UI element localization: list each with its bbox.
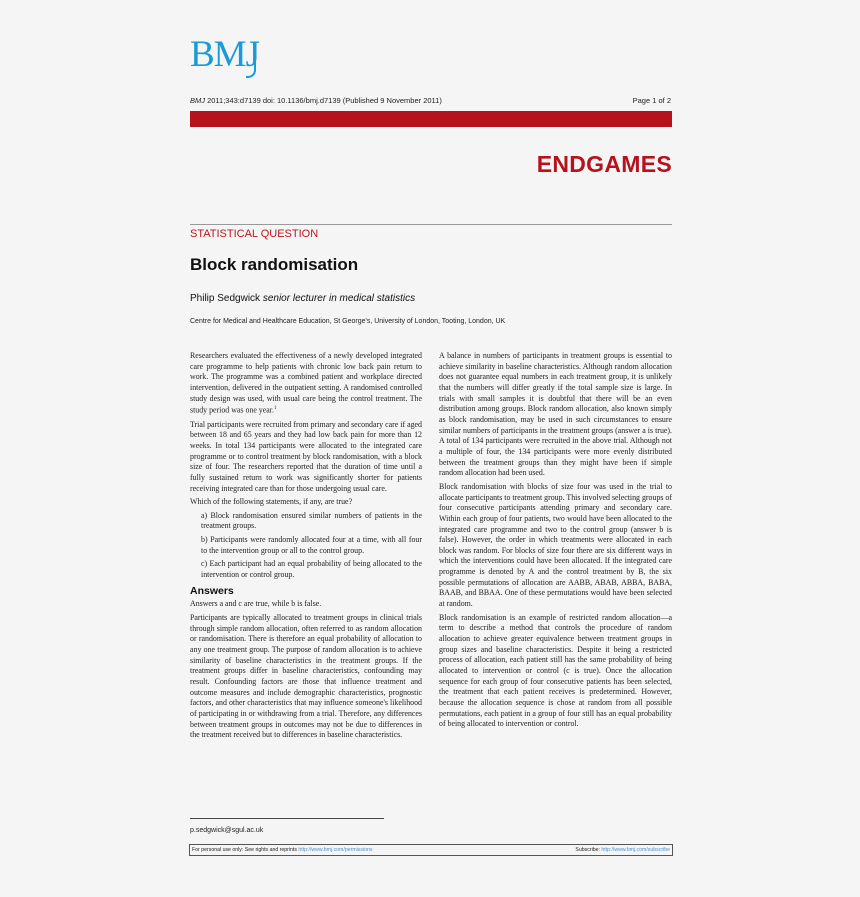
intro-paragraph bbox=[190, 351, 422, 417]
permissions-link[interactable]: http://www.bmj.com/permissions bbox=[298, 847, 373, 853]
option-a: a) Block randomisation ensured similar numbers of patients in the treatment groups. bbox=[201, 510, 422, 531]
block-size-paragraph: Block randomisation with blocks of size four was used in the trial to allocate participants to treatment group. This involved selecting groups of four consecutive participants attending primary and secondary care. Within each group of four patients, two would have been allocated to the integrated care programme and two to the control group (answer b is false). However, the order in which treatments were allocated in each block was random. For blocks of size four there are six different ways in which the interventions could have been allocated. If the integrated care programme is denoted by A and the control treatment by B, the six possible permutations of allocation are AABB, ABAB, ABBA, BABA, BAAB, and BBAA. One of these permutations would have been selected at random. bbox=[439, 481, 673, 609]
logo-hook-icon bbox=[246, 46, 256, 78]
subscribe-text: Subscribe: bbox=[575, 847, 602, 853]
option-c: c) Each participant had an equal probability of being allocated to the intervention or control group. bbox=[201, 559, 422, 580]
footer-box bbox=[189, 844, 673, 856]
footnote-divider bbox=[190, 818, 384, 819]
footer-subscribe bbox=[575, 847, 670, 853]
author-line bbox=[190, 293, 415, 304]
permissions-text: For personal use only: See rights and reprints bbox=[192, 847, 299, 853]
option-b: b) Participants were randomly allocated four at a time, with all four to the intervention group or all to the control group. bbox=[201, 535, 422, 555]
page-number: Page 1 of 2 bbox=[632, 96, 671, 105]
section-divider bbox=[190, 224, 672, 225]
article-title: Block randomisation bbox=[190, 255, 359, 274]
author-role: senior lecturer in medical statistics bbox=[262, 293, 416, 304]
bmj-logo: BMJ bbox=[190, 34, 259, 75]
balance-paragraph: A balance in numbers of participants in treatment groups is essential to achieve similarity in baseline characteristics. Although random allocation does not guarantee equal numbers in each treatment group, it is unlikely that the numbers will differ greatly if the total sample size is large. In trials with small samples it is doubtful that there will be an even distribution among groups. Block random allocation, also known simply as block randomisation, may be used in such circumstances to ensure similar numbers of participants in the treatment groups (answer a is true). A total of 134 participants were recruited in the above trial. Although not a multiple of four, the 134 participants were more evenly distributed between the treatment groups than they might have been if simple random allocation had been used. bbox=[439, 351, 672, 478]
section-label: STATISTICAL QUESTION bbox=[190, 228, 319, 240]
header-banner-bar bbox=[190, 111, 672, 127]
author-affiliation: Centre for Medical and Healthcare Education, St George's, University of London, Tooting, London, UK bbox=[190, 318, 506, 325]
citation-details: 2011;343:d7139 doi: 10.1136/bmj.d7139 (Published 9 November 2011) bbox=[205, 96, 442, 105]
intro-text: Researchers evaluated the effectiveness of a newly developed integrated care programme to help patients with chronic low back pain return to work. The programme was a combined patient and workplace directed intervention, delivered in the outpatient setting. A randomised controlled study design was used, with usual care being the control treatment. The study period was one year. bbox=[190, 351, 422, 415]
random-allocation-paragraph: Participants are typically allocated to treatment groups in clinical trials through simple random allocation, often referred to as random allocation or randomisation. There is therefore an equal probability of allocation to any one treatment group. The purpose of random allocation is to achieve similarity of baseline characteristics in the treatment groups. If the treatment groups differ in baseline characteristics, confounding may result. Confounding factors are those that influence treatment and outcome measures and include demographic characteristics, prognostic factors, and other characteristics that may influence someone's likelihood of participating in or withdrawing from a trial. Therefore, any differences between treatment groups in outcomes may not be due to differences in the treatment received but to differences in baseline characteristics. bbox=[190, 613, 422, 740]
trial-paragraph: Trial participants were recruited from primary and secondary care if aged between 18 and 65 years and they had low back pain for more than 12 weeks. In total 134 participants were allocated to the integrated care programme or to control treatment by block randomisation, with a block size of four. The researchers reported that the duration of time until a fully sustained return to work was significantly shorter for patients receiving integrated care than for those undergoing usual care. bbox=[190, 419, 422, 493]
question-text: Which of the following statements, if any, are true? bbox=[190, 497, 353, 507]
left-column bbox=[190, 351, 422, 744]
author-name: Philip Sedgwick bbox=[190, 293, 261, 304]
author-email: p.sedgwick@sgul.ac.uk bbox=[190, 827, 264, 834]
section-banner-title: ENDGAMES bbox=[536, 151, 672, 177]
answers-line: Answers a and c are true, while b is false. bbox=[190, 599, 322, 609]
footer-permissions bbox=[192, 847, 373, 853]
citation-line bbox=[190, 96, 442, 105]
subscribe-link[interactable]: http://www.bmj.com/subscribe bbox=[601, 847, 670, 853]
right-column bbox=[439, 351, 672, 733]
citation-journal: BMJ bbox=[190, 96, 205, 105]
answers-heading: Answers bbox=[190, 584, 234, 597]
reference-superscript: 1 bbox=[273, 406, 277, 412]
restricted-allocation-paragraph: Block randomisation is an example of restricted random allocation—a term to describe a method that controls the procedure of random allocation to achieve greater equivalence between treatment groups in group sizes and baseline characteristics. Despite it being a restricted process of allocation, each patient still has the same probability of being allocated to intervention or control (c is true). Once the allocation sequence for each group of four consecutive patients has been selected, the treatment that each patient receives is predetermined. However, because the allocation sequence is chose at random from all possible permutations, each patient in a group of four still has an equal probability of being allocated to intervention or control. bbox=[439, 612, 672, 729]
